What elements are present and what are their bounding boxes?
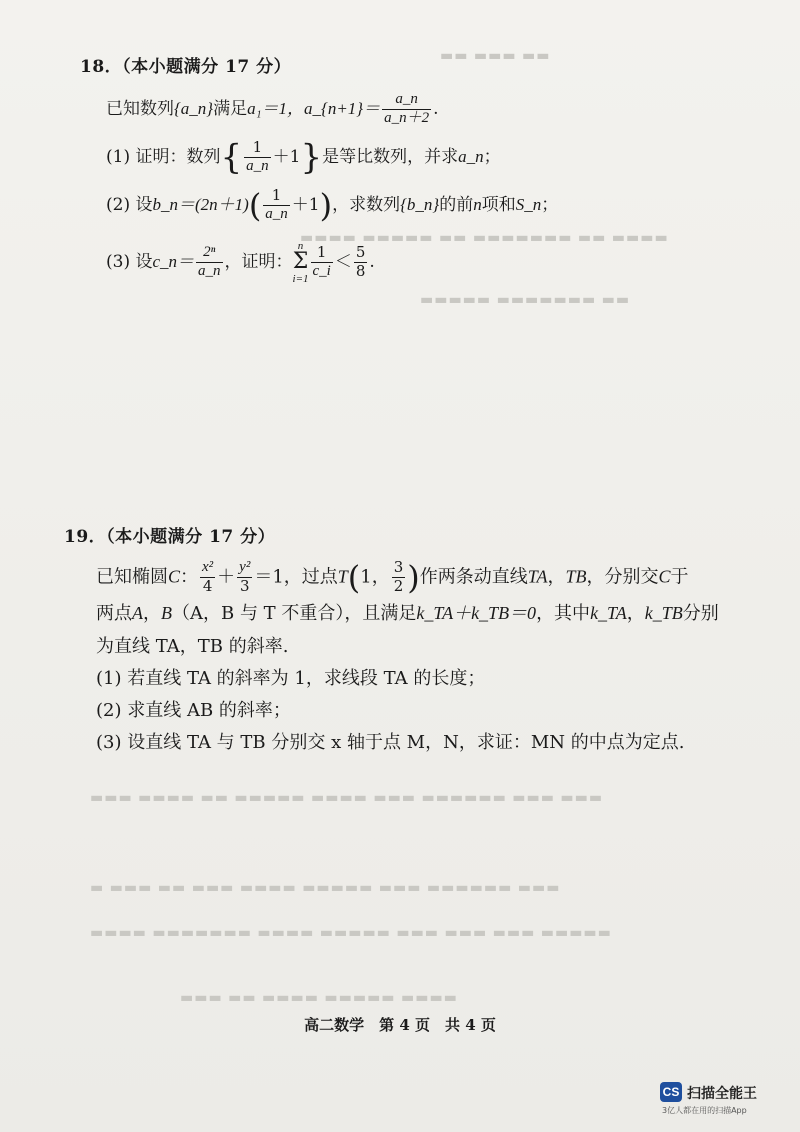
text: ； [541,194,559,215]
text: (3) 设 [106,251,153,272]
recurrence-fraction [382,92,431,127]
problem-18-part-3 [106,240,375,285]
slope-k-ta: k_TA [590,603,627,623]
text: 作两条动直线 [419,566,528,588]
less-than: ＜ [334,251,352,272]
text: 两点 [96,603,132,624]
text: ＝1，过点 [254,566,338,588]
text: 是等比数列，并求 [322,146,459,167]
problem-18-heading: 18．（本小题满分 17 分） [80,57,292,77]
text: ， [143,603,161,624]
sum-upper-limit: n [297,240,304,252]
point-b: B [161,603,172,623]
ellipse-c: C [658,566,671,587]
fraction-numerator: 3 [393,558,404,576]
text: 满足 [213,98,248,119]
text: ，证明： [224,251,293,272]
text: 于 [670,566,689,588]
text: 1， [360,566,390,588]
fraction-denominator: 4 [202,576,213,595]
fraction-1-over-ci [311,245,333,280]
fraction-denominator: a_n [265,205,288,222]
text: 项和 [481,194,516,215]
fraction-denominator: 2 [393,576,404,595]
fraction-denominator: 3 [239,576,250,595]
fraction-x2-over-4 [200,560,215,595]
fraction-1-over-an [263,188,290,223]
fraction-numerator: 1 [311,245,333,263]
text: 已知数列 [106,98,174,119]
text: ： [180,566,199,588]
text: ，分别交 [586,566,659,588]
camscanner-watermark [660,1080,786,1120]
bleed-through-text: ▬▬▬ ▬▬▬▬ ▬▬ ▬▬▬▬▬ ▬▬▬▬ ▬▬▬ ▬▬▬▬▬▬ ▬▬▬ ▬▬▬ [90,790,604,806]
text: （A，B 与 T 不重合），且满足 [172,603,417,624]
summation-sign: n Σ i=1 [292,240,309,285]
fraction-denominator: 8 [355,261,366,280]
fraction-numerator: 1 [263,188,290,206]
n: n [473,194,482,214]
text: ＋1 [272,146,301,167]
cs-logo-icon: CS [660,1082,682,1102]
line-ta: TA [527,566,548,587]
fraction-numerator: 1 [244,140,271,158]
text: 分别 [682,603,719,624]
text: ＋1 [291,194,320,215]
text: ＋ [217,566,236,588]
page-footer: 高二数学 第 4 页 共 4 页 [304,1016,496,1034]
cn-definition: c_n＝ [152,251,195,271]
sequence-bn: {b_n} [400,194,440,214]
fraction-5-over-8 [354,245,368,280]
text: 的前 [439,194,474,215]
watermark-app-name: 扫描全能王 [687,1086,757,1102]
point-a: A [132,603,143,623]
text: . [369,251,375,272]
text: (2) 设 [106,194,153,215]
fraction-numerator: 5 [355,243,366,262]
text: ，求数列 [332,194,401,215]
s-n: S_n [515,194,542,214]
fraction-y2-over-3 [237,560,252,595]
bleed-through-text: ▬▬ ▬▬▬ ▬▬ [440,48,551,64]
bleed-through-text: ▬▬▬▬ ▬▬▬▬▬▬▬ ▬▬▬▬ ▬▬▬▬▬ ▬▬▬ ▬▬▬ ▬▬▬ ▬▬▬▬▬ [90,925,612,941]
a1-condition: a₁＝1， [247,98,305,118]
slope-k-tb: k_TB [644,603,683,623]
fraction-numerator: y² [237,560,252,578]
fraction-denominator: c_i [312,262,331,279]
bn-definition: b_n＝(2n＋1) [152,194,249,214]
problem-19-part-2: (2) 求直线 AB 的斜率； [96,700,291,721]
problem-19-line-3: 为直线 TA，TB 的斜率. [96,636,289,657]
sequence-an: {a_n} [174,98,214,118]
fraction-numerator: 2ⁿ [196,245,223,263]
text: 已知椭圆 [96,566,168,588]
point-t: T [337,566,348,587]
problem-19-part-1: (1) 若直线 TA 的斜率为 1，求线段 TA 的长度； [96,668,486,689]
a-n: a_n [458,146,484,166]
problem-18-part-2: (2) 设b_n＝(2n＋1)( $\frac{1}{a\_n}$ ＋1)，求数列{b_n}的前n项和S_n； [106,186,559,225]
problem-18-part-1: (1) 证明：数列{ $\frac{1}{a\_n}$ ＋1}是等比数列，并求a_n； [106,137,501,178]
problem-19-line-2 [96,604,719,623]
text: ； [483,146,501,167]
bleed-through-text: ▬ ▬▬▬ ▬▬ ▬▬▬ ▬▬▬▬ ▬▬▬▬▬ ▬▬▬ ▬▬▬▬▬▬ ▬▬▬ [90,880,561,896]
line-tb: TB [565,566,587,587]
problem-18-intro: 已知数列{a_n}满足a₁＝1，a_{n+1}＝ $\frac{a\_n}{a\_n+2}$ . [106,91,439,126]
fraction-numerator: a_n [382,92,431,110]
bleed-through-text: ▬▬▬ ▬▬ ▬▬▬▬ ▬▬▬▬▬ ▬▬▬▬ [180,990,458,1006]
text: (1) 证明：数列 [106,146,221,167]
text: ， [626,603,645,624]
text: ， [547,566,566,588]
bleed-through-text: ▬▬▬▬▬ ▬▬▬▬▬▬▬ ▬▬ [420,292,631,308]
bleed-through-text: ▬▬▬▬ ▬▬▬▬▬ ▬▬ ▬▬▬▬▬▬▬ ▬▬ ▬▬▬▬ [300,230,669,246]
text: ，其中 [536,603,591,624]
fraction-1-over-an [244,140,271,175]
fraction-numerator: x² [200,560,215,578]
recurrence-lhs: a_{n+1}＝ [304,98,381,118]
sum-lower-limit: i=1 [292,272,309,285]
fraction-denominator: a_n [246,157,269,174]
problem-19-heading: 19．（本小题满分 17 分） [64,527,276,547]
slope-condition: k_TA＋k_TB＝0 [416,603,537,623]
problem-19-part-3: (3) 设直线 TA 与 TB 分别交 x 轴于点 M，N，求证：MN 的中点为定点. [96,732,685,753]
fraction-3-over-2 [392,560,406,595]
fraction-denominator: a_n＋2 [384,109,430,126]
problem-19-line-1: 已知椭圆C： $\frac{\text{x²}}{4}$ ＋ $\frac{\text{y²}}{3}$ ＝1，过点T(1， $\frac{3}{2}$ )作两条动直线TA，TB，分别交C于 [96,558,689,597]
ellipse-c: C [168,566,181,587]
fraction-2n-over-an [196,245,223,280]
watermark-tagline: 3亿人都在用的扫描App [662,1106,747,1115]
fraction-denominator: a_n [198,262,221,279]
